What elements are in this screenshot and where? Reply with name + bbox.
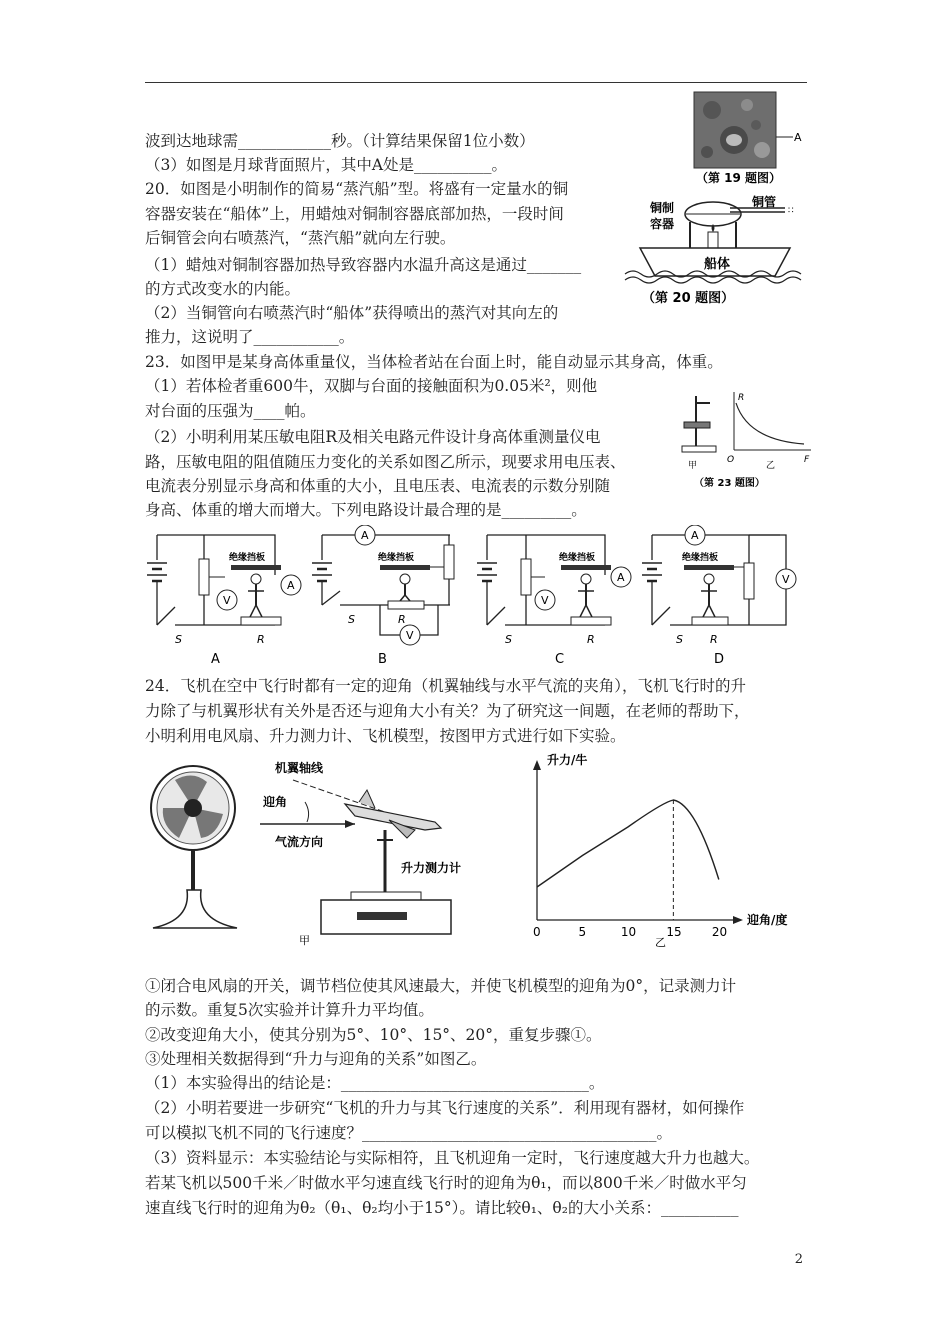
f-axis-label: F bbox=[804, 455, 810, 465]
voltmeter-label: V bbox=[406, 629, 414, 642]
svg-text:∷: ∷ bbox=[788, 206, 794, 216]
option-label: C bbox=[555, 652, 565, 667]
resistor-label: R bbox=[710, 633, 718, 646]
text-line: （3）资料显示：本实验结论与实际相符，且飞机迎角一定时，飞行速度越大升力也越大。 bbox=[145, 1149, 760, 1167]
option-label: A bbox=[211, 652, 220, 667]
text-line: 小明利用电风扇、升力测力计、飞机模型，按图甲方式进行如下实验。 bbox=[145, 727, 626, 745]
figure-23 bbox=[676, 388, 816, 493]
text-line: 电流表分别显示身高和体重的大小，且电压表、电流表的示数分别随 bbox=[145, 477, 611, 495]
circuit-option-a[interactable] bbox=[147, 535, 301, 667]
text-line: 速直线飞行时的迎角为θ₂（θ₁、θ₂均小于15°）。请比较θ₁、θ₂的大小关系：__________ bbox=[145, 1199, 739, 1217]
pipe-label: 铜管 bbox=[752, 195, 777, 209]
option-label: B bbox=[378, 652, 387, 667]
text-line: （1）若体检者重600牛，双脚与台面的接触面积为0.05米²，则他 bbox=[145, 377, 598, 395]
airflow-label: 气流方向 bbox=[275, 835, 324, 849]
container-label: 容器 bbox=[650, 217, 675, 231]
figure-caption: （第 20 题图） bbox=[642, 291, 735, 306]
text-line: ③处理相关数据得到“升力与迎角的关系”如图乙。 bbox=[145, 1050, 487, 1068]
figure-caption: （第 23 题图） bbox=[694, 478, 765, 489]
figure-24-jia bbox=[145, 750, 485, 950]
text-line: 23．如图甲是某身高体重量仪，当体检者站在台面上时，能自动显示其身高，体重。 bbox=[145, 353, 723, 371]
text-line: 对台面的压强为____帕。 bbox=[145, 402, 316, 420]
ammeter-label: A bbox=[287, 579, 295, 592]
switch-label: S bbox=[348, 613, 355, 626]
jia-label: 甲 bbox=[299, 934, 310, 947]
jia-label: 甲 bbox=[688, 461, 698, 471]
ammeter-label: A bbox=[361, 529, 369, 542]
text-line: 20．如图是小明制作的简易“蒸汽船”型。将盛有一定量水的铜 bbox=[145, 180, 569, 198]
x-axis-arrow bbox=[733, 916, 743, 924]
text-line: （1）本实验得出的结论是：________________________________。 bbox=[145, 1074, 605, 1092]
switch-label: S bbox=[505, 633, 512, 646]
origin-label: O bbox=[727, 455, 735, 465]
y-axis-arrow bbox=[533, 760, 541, 770]
container-label: 铜制 bbox=[650, 201, 675, 215]
text-line: 的示数。重复5次实验并计算升力平均值。 bbox=[145, 1001, 434, 1019]
board-label: 绝缘挡板 bbox=[378, 553, 415, 563]
text-line: （1）蜡烛对铜制容器加热导致容器内水温升高这是通过_______ bbox=[145, 256, 582, 274]
text-line: 身高、体重的增大而增大。下列电路设计最合理的是_________。 bbox=[145, 501, 587, 519]
circuit-options bbox=[145, 525, 815, 670]
y-axis-label: 升力/牛 bbox=[547, 753, 588, 767]
circuit-option-c[interactable] bbox=[477, 535, 631, 667]
hull-label: 船体 bbox=[704, 257, 731, 272]
switch-label: S bbox=[175, 633, 182, 646]
label-a: A bbox=[794, 131, 802, 144]
text-line: 波到达地球需____________秒。（计算结果保留1位小数） bbox=[145, 132, 535, 150]
text-line: （2）小明若要进一步研究“飞机的升力与其飞行速度的关系”．利用现有器材，如何操作 bbox=[145, 1099, 745, 1117]
resistor-label: R bbox=[398, 613, 406, 626]
board-label: 绝缘挡板 bbox=[682, 553, 719, 563]
yi-label: 乙 bbox=[766, 461, 776, 471]
ammeter-label: A bbox=[691, 529, 699, 542]
text-line: ①闭合电风扇的开关，调节档位使其风速最大，并使飞机模型的迎角为0°，记录测力计 bbox=[145, 977, 737, 995]
x-tick-label: 5 bbox=[578, 925, 587, 939]
axis-line-label: 机翼轴线 bbox=[275, 761, 324, 775]
x-tick-label: 0 bbox=[533, 925, 541, 939]
text-line: （2）小明利用某压敏电阻R及相关电路元件设计身高体重测量仪电 bbox=[145, 428, 601, 446]
x-axis-label: 迎角/度 bbox=[747, 913, 788, 927]
figure-24-yi-chart bbox=[515, 748, 815, 953]
figure-20 bbox=[620, 190, 815, 310]
text-line: ②改变迎角大小，使其分别为5°、10°、15°、20°，重复步骤①。 bbox=[145, 1026, 602, 1044]
voltmeter-label: V bbox=[223, 594, 231, 607]
board-label: 绝缘挡板 bbox=[229, 553, 266, 563]
circuit-option-d[interactable] bbox=[642, 525, 796, 667]
text-line: （2）当铜管向右喷蒸汽时“船体”获得喷出的蒸汽对其向左的 bbox=[145, 304, 559, 322]
figure-19 bbox=[692, 90, 807, 185]
figure-caption: （第 19 题图） bbox=[696, 171, 782, 185]
text-line: 力除了与机翼形状有关外是否还与迎角大小有关？为了研究这一间题，在老师的帮助下， bbox=[145, 702, 750, 720]
meter-label: 升力测力计 bbox=[401, 861, 462, 875]
text-line: 容器安装在“船体”上，用蜡烛对铜制容器底部加热，一段时间 bbox=[145, 205, 564, 223]
text-line: 若某飞机以500千米／时做水平匀速直线飞行时的迎角为θ₁，而以800千米／时做水平匀 bbox=[145, 1174, 747, 1192]
page-number: 2 bbox=[794, 1252, 803, 1267]
yi-label: 乙 bbox=[655, 936, 666, 949]
x-tick-label: 20 bbox=[711, 925, 728, 939]
voltmeter-label: V bbox=[541, 594, 549, 607]
switch-label: S bbox=[676, 633, 683, 646]
x-tick-label: 10 bbox=[620, 925, 637, 939]
r-axis-label: R bbox=[738, 393, 745, 403]
x-tick-label: 15 bbox=[666, 925, 682, 939]
resistor-label: R bbox=[587, 633, 595, 646]
text-line: 可以模拟飞机不同的飞行速度？______________________________________。 bbox=[145, 1124, 673, 1142]
text-line: 24．飞机在空中飞行时都有一定的迎角（机翼轴线与水平气流的夹角），飞机飞行时的升 bbox=[145, 677, 746, 695]
top-rule bbox=[145, 82, 807, 83]
board-label: 绝缘挡板 bbox=[559, 553, 596, 563]
text-line: 的方式改变水的内能。 bbox=[145, 280, 301, 298]
text-line: 路，压敏电阻的阻值随压力变化的关系如图乙所示，现要求用电压表、 bbox=[145, 453, 626, 471]
text-line: 推力，这说明了___________。 bbox=[145, 328, 355, 346]
resistor-label: R bbox=[257, 633, 265, 646]
lift-curve bbox=[537, 800, 719, 887]
voltmeter-label: V bbox=[782, 573, 790, 586]
aoa-label: 迎角 bbox=[263, 795, 288, 809]
ammeter-label: A bbox=[617, 571, 625, 584]
circuit-option-b[interactable] bbox=[312, 525, 454, 667]
option-label: D bbox=[714, 652, 725, 667]
text-line: 后铜管会向右喷蒸汽，“蒸汽船”就向左行驶。 bbox=[145, 229, 456, 247]
text-line: （3）如图是月球背面照片，其中A处是__________。 bbox=[145, 156, 508, 174]
